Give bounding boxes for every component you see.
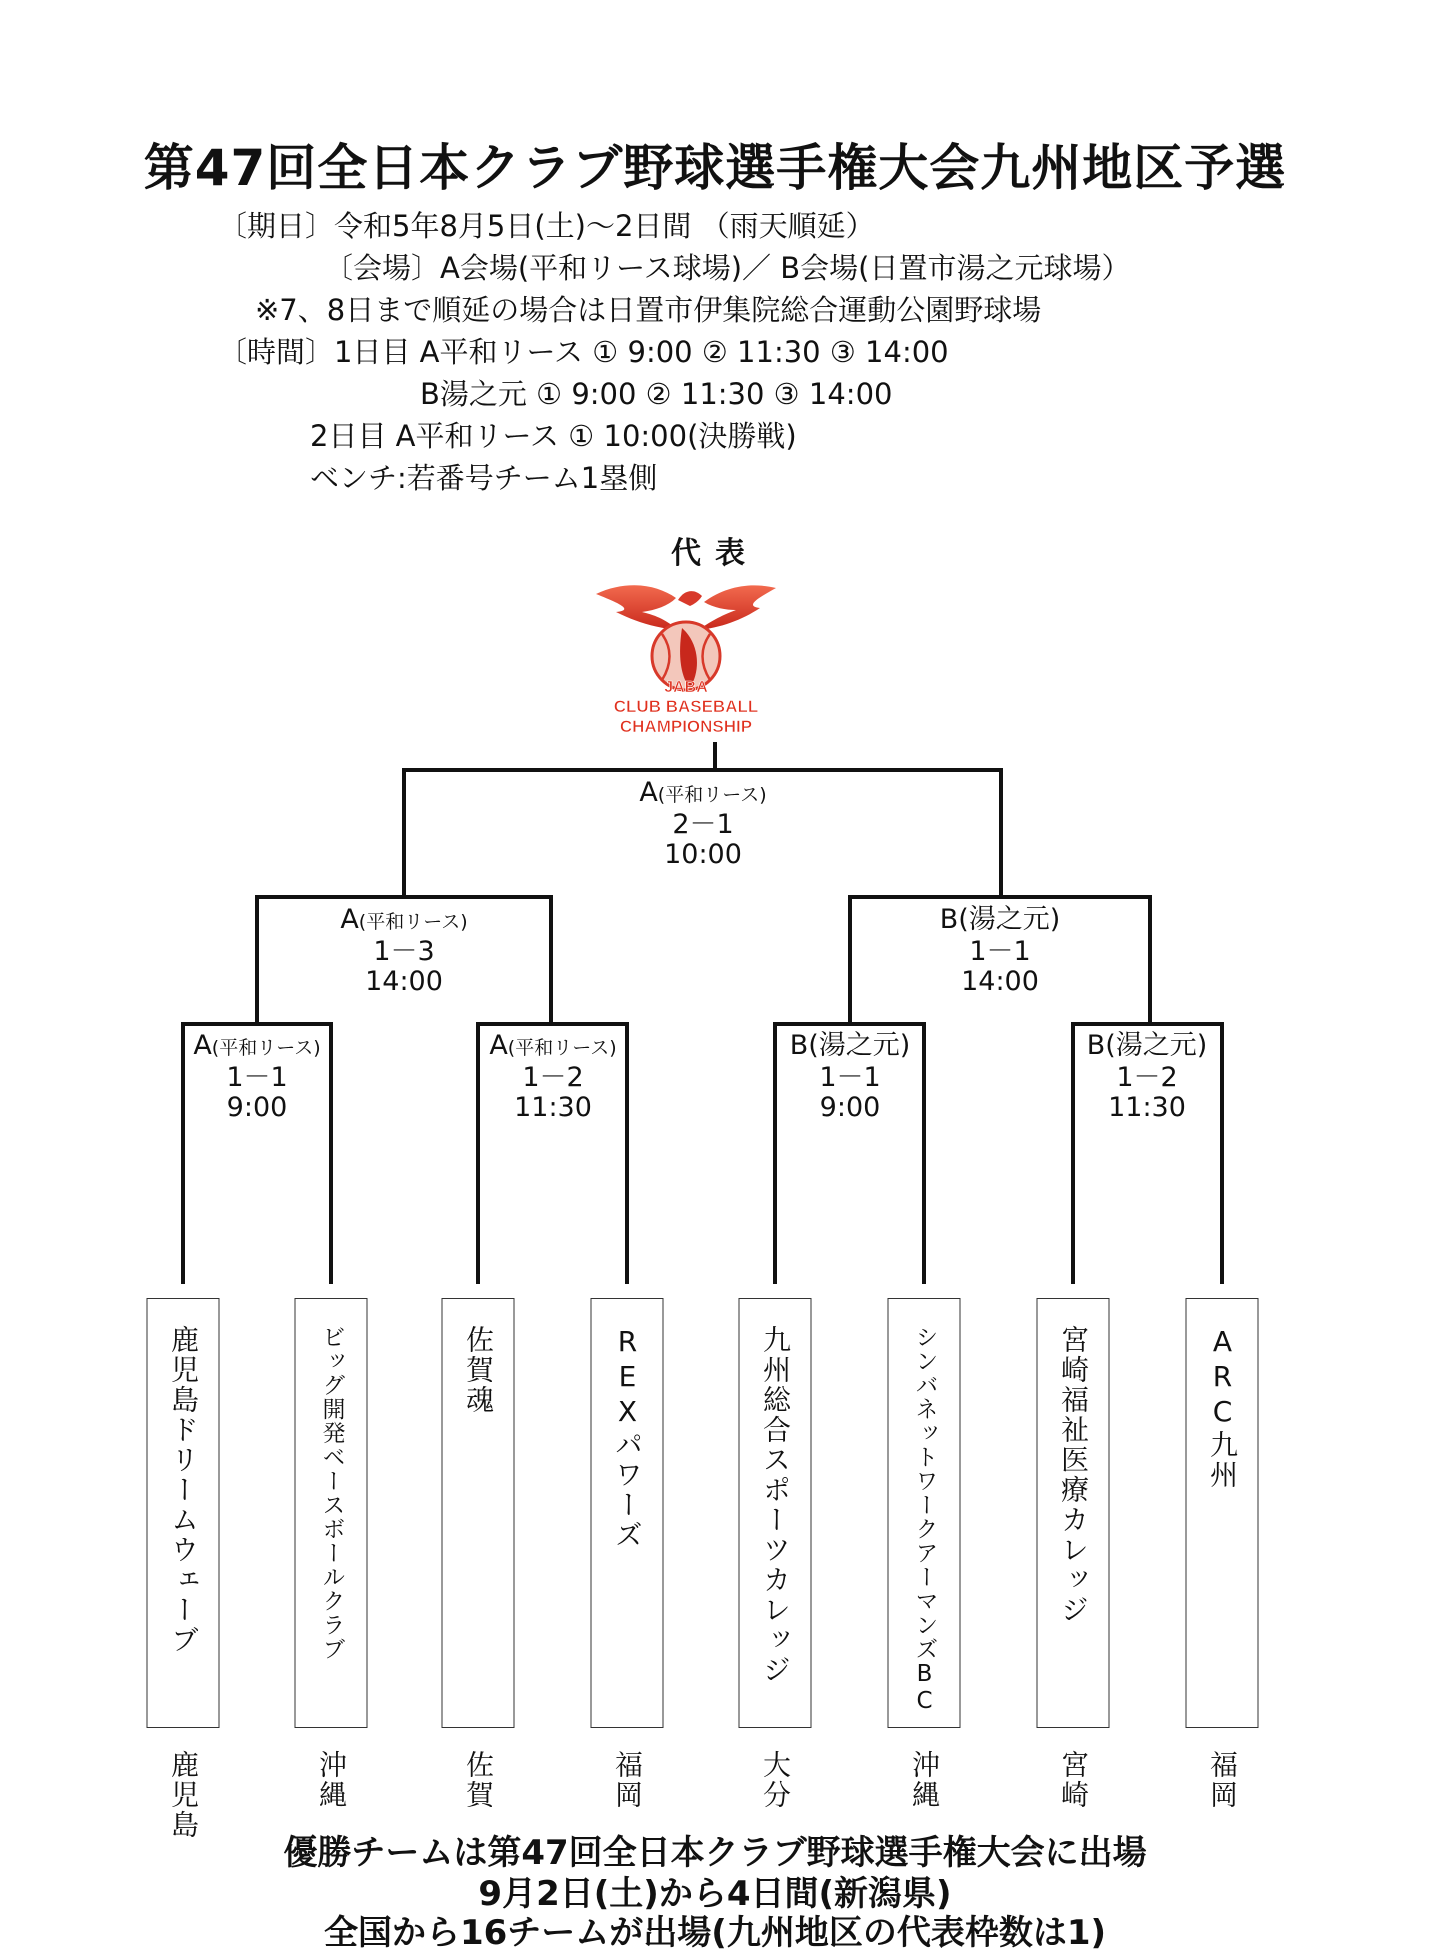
match-r1-b (433, 1031, 673, 1123)
logo-text-championship: CHAMPIONSHIP (619, 717, 753, 736)
team-prefecture: 沖縄 (908, 1750, 941, 1810)
match-semi-2-venue: B(湯之元) (939, 904, 1061, 935)
team-box-3 (442, 1298, 515, 1728)
team-prefecture: 佐賀 (462, 1750, 495, 1810)
match-semi-1 (284, 905, 524, 997)
team-box-1 (147, 1298, 220, 1728)
match-semi-1-venue: A (340, 904, 359, 935)
team-prefecture: 福岡 (611, 1750, 644, 1810)
footer-line-2: 9月2日(土)から4日間(新潟県) (478, 1874, 952, 1914)
info-date: 〔期日〕令和5年8月5日(土)～2日間 （雨天順延） (218, 209, 875, 243)
match-r1-c-score: 1－1 (819, 1062, 881, 1093)
match-r1-c (730, 1031, 970, 1123)
team-name: 九州総合スポーツカレッジ (759, 1325, 792, 1685)
team-name: 宮崎福祉医療カレッジ (1057, 1325, 1090, 1625)
match-r1-b-venue-sub: (平和リース) (507, 1037, 617, 1059)
team-name: 佐賀魂 (462, 1325, 495, 1415)
team-name: ビッグ開発ベースボールクラブ (318, 1325, 345, 1661)
team-prefecture: 福岡 (1206, 1750, 1239, 1810)
match-r1-a-score: 1－1 (226, 1062, 288, 1093)
team-box-5 (739, 1298, 812, 1728)
match-semi-2 (880, 905, 1120, 997)
match-r1-c-venue: B(湯之元) (789, 1030, 911, 1061)
match-r1-b-venue: A (489, 1030, 508, 1061)
team-name: シンバネットワークアーマンズBC (911, 1325, 938, 1715)
team-box-6 (888, 1298, 961, 1728)
match-final-score: 2－1 (672, 809, 734, 840)
match-final-venue-sub: (平和リース) (657, 784, 767, 806)
match-r1-a-venue-sub: (平和リース) (211, 1037, 321, 1059)
info-venue: 〔会場〕A会場(平和リース球場)／ B会場(日置市湯之元球場） (324, 251, 1131, 285)
team-box-2 (295, 1298, 368, 1728)
team-name: 鹿児島ドリームウェーブ (167, 1325, 200, 1655)
match-final-venue: A (639, 777, 658, 808)
team-box-7 (1037, 1298, 1110, 1728)
team-prefecture: 大分 (759, 1750, 792, 1810)
representative-label: 代表 (671, 536, 759, 571)
info-bench: ベンチ:若番号チーム1塁側 (310, 461, 658, 495)
match-final (583, 778, 823, 870)
info-note: ※7、8日まで順延の場合は日置市伊集院総合運動公園野球場 (255, 293, 1042, 327)
match-r1-c-time: 9:00 (819, 1092, 881, 1123)
match-r1-d-venue: B(湯之元) (1086, 1030, 1208, 1061)
match-r1-d-score: 1－2 (1116, 1062, 1178, 1093)
info-time-day2: 2日目 A平和リース ① 10:00(決勝戦) (310, 419, 797, 453)
team-prefecture: 鹿児島 (167, 1750, 200, 1840)
page-title: 第47回全日本クラブ野球選手権大会九州地区予選 (143, 139, 1287, 197)
match-semi-1-score: 1－3 (373, 936, 435, 967)
team-name: ARC九州 (1206, 1325, 1239, 1490)
team-box-4 (591, 1298, 664, 1728)
match-semi-1-venue-sub: (平和リース) (358, 911, 468, 933)
logo-text-club: CLUB BASEBALL (613, 697, 759, 716)
info-time-day1-b: B湯之元 ① 9:00 ② 11:30 ③ 14:00 (420, 377, 893, 411)
match-r1-a (137, 1031, 377, 1123)
team-name: REXパワーズ (611, 1325, 644, 1550)
match-r1-d-time: 11:30 (1108, 1092, 1186, 1123)
match-r1-d (1027, 1031, 1267, 1123)
info-time-day1-a: 〔時間〕1日目 A平和リース ① 9:00 ② 11:30 ③ 14:00 (218, 335, 949, 369)
match-final-time: 10:00 (664, 839, 742, 870)
match-r1-b-score: 1－2 (522, 1062, 584, 1093)
match-semi-2-score: 1－1 (969, 936, 1031, 967)
team-prefecture: 宮崎 (1057, 1750, 1090, 1810)
footer-line-1: 優勝チームは第47回全日本クラブ野球選手権大会に出場 (283, 1833, 1147, 1873)
footer-line-3: 全国から16チームが出場(九州地区の代表枠数は1) (323, 1913, 1107, 1953)
team-prefecture: 沖縄 (315, 1750, 348, 1810)
match-semi-1-time: 14:00 (365, 966, 443, 997)
logo-text-jaba: JABA (664, 679, 708, 696)
match-r1-a-venue: A (193, 1030, 212, 1061)
team-box-8 (1186, 1298, 1259, 1728)
match-semi-2-time: 14:00 (961, 966, 1039, 997)
match-r1-b-time: 11:30 (514, 1092, 592, 1123)
match-r1-a-time: 9:00 (226, 1092, 288, 1123)
